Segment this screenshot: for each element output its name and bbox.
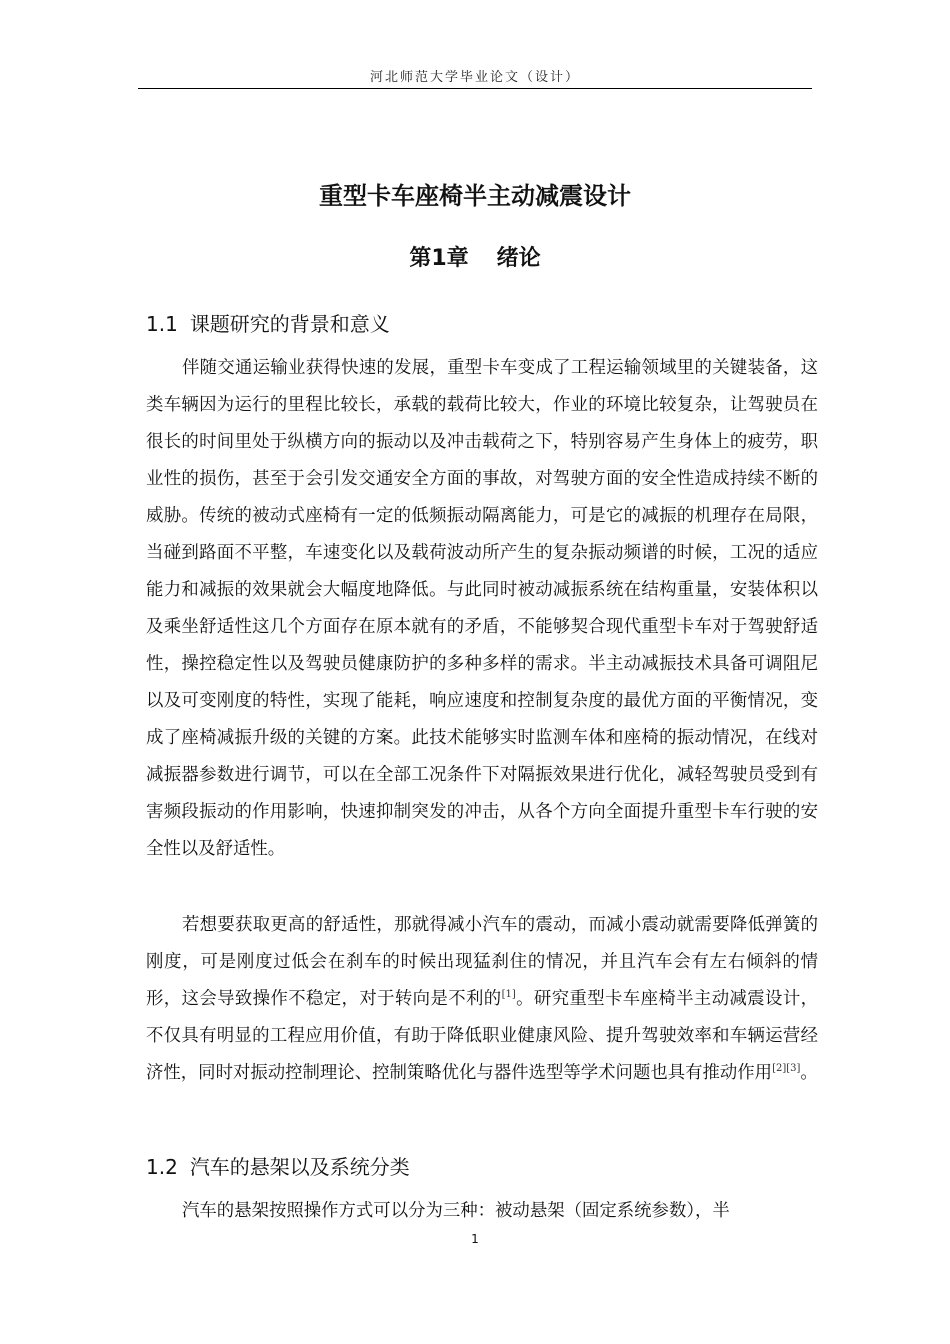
- paragraph-text: 若想要获取更高的舒适性，那就得减小汽车的震动，而减小震动就需要降低弹簧的刚度，可是刚度过低会在刹车的时候出现猛刹住的情况，并且汽车会有左右倾斜的情形，这会导致操作不稳定，对于转向是不利的: [146, 915, 818, 1009]
- paragraph-text: 。研究重型卡车座椅半主动减震设计，不仅具有明显的工程应用价值，有助于降低职业健康风险、提升驾驶效率和车辆运营经济性，同时对振动控制理论、控制策略优化与器件选型等学术问题也具有推动作用: [146, 989, 818, 1083]
- paragraph-text: 。: [800, 1063, 818, 1083]
- page-number: 1: [471, 1232, 479, 1246]
- section-number: 1.1: [146, 312, 178, 336]
- running-header: 河北师范大学毕业论文（设计）: [369, 70, 580, 85]
- section-title: 课题研究的背景和意义: [189, 312, 390, 336]
- thesis-title: 重型卡车座椅半主动减震设计: [319, 182, 631, 210]
- body-paragraph-3: [146, 1193, 818, 1230]
- section-number: 1.2: [146, 1155, 178, 1179]
- section-title: 汽车的悬架以及系统分类: [189, 1155, 410, 1179]
- header-rule: [138, 88, 812, 89]
- chapter-heading: [138, 241, 812, 272]
- chapter-number: 第1章: [409, 246, 469, 271]
- citation-ref: [2][3]: [772, 1063, 801, 1074]
- section-heading-1-1: [146, 308, 390, 337]
- chapter-name: 绪论: [496, 246, 541, 271]
- section-heading-1-2: [146, 1151, 410, 1180]
- body-paragraph-1: [146, 350, 818, 868]
- paragraph-text: 汽车的悬架按照操作方式可以分为三种：被动悬架（固定系统参数），半: [182, 1201, 730, 1221]
- paragraph-text: 伴随交通运输业获得快速的发展，重型卡车变成了工程运输领域里的关键装备，这类车辆因为运行的里程比较长，承载的载荷比较大，作业的环境比较复杂，让驾驶员在很长的时间里处于纵横方向的振动以及冲击载荷之下，特别容易产生身体上的疲劳，职业性的损伤，甚至于会引发交通安全方面的事故，对驾驶方面的安全性造成持续不断的威胁。传统的被动式座椅有一定的低频振动隔离能力，可是它的减振的机理存在局限，当碰到路面不平整，车速变化以及载荷波动所产生的复杂振动频谱的时候，工况的适应能力和减振的效果就会大幅度地降低。与此同时被动减振系统在结构重量，安装体积以及乘坐舒适性这几个方面存在原本就有的矛盾，不能够契合现代重型卡车对于驾驶舒适性，操控稳定性以及驾驶员健康防护的多种多样的需求。半主动减振技术具备可调阻尼以及可变刚度的特性，实现了能耗，响应速度和控制复杂度的最优方面的平衡情况，变成了座椅减振升级的关键的方案。此技术能够实时监测车体和座椅的振动情况，在线对减振器参数进行调节，可以在全部工况条件下对隔振效果进行优化，减轻驾驶员受到有害频段振动的作用影响，快速抑制突发的冲击，从各个方向全面提升重型卡车行驶的安全性以及舒适性。: [146, 358, 818, 859]
- body-paragraph-2: [146, 907, 818, 1092]
- citation-ref: [1]: [501, 989, 516, 1000]
